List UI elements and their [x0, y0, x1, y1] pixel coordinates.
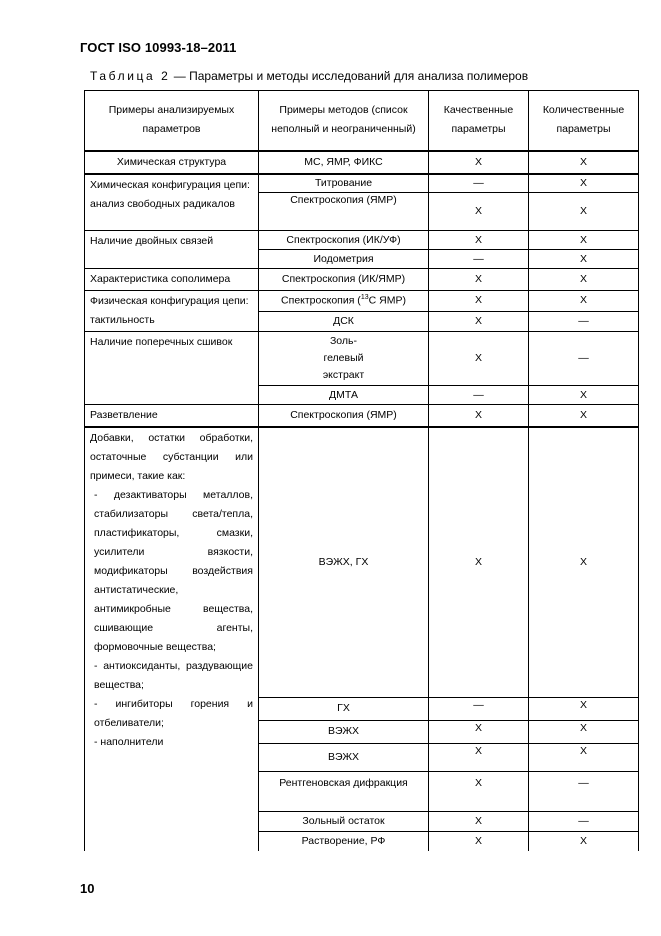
additives-item: - ингибиторы горения и отбеливатели; — [94, 698, 253, 729]
method-cell: ДМТА — [259, 386, 429, 405]
quantitative-cell: X — [529, 697, 639, 720]
table-row — [85, 427, 639, 697]
method-cell: МС, ЯМР, ФИКС — [259, 151, 429, 174]
quantitative-cell: — — [529, 311, 639, 332]
method-cell — [259, 291, 429, 312]
qualitative-cell: X — [429, 332, 529, 386]
additives-parameter-cell — [85, 427, 259, 851]
method-cell: Растворение, РФ — [259, 831, 429, 851]
method-text: Золь-гелевый экстракт — [322, 335, 365, 381]
table-row — [85, 151, 639, 174]
quantitative-cell: X — [529, 720, 639, 743]
column-header-qualitative: Качественные параметры — [429, 91, 529, 151]
additives-intro: Добавки, остатки обработки, остаточные субстанции или примеси, такие как: — [90, 432, 253, 482]
quantitative-cell: X — [529, 291, 639, 312]
qualitative-cell: X — [429, 771, 529, 811]
table-row — [85, 405, 639, 428]
method-cell: Зольный остаток — [259, 811, 429, 831]
quantitative-cell: — — [529, 771, 639, 811]
parameters-table — [84, 90, 639, 851]
method-cell: Спектроскопия (ЯМР) — [259, 405, 429, 428]
qualitative-cell: X — [429, 151, 529, 174]
quantitative-cell: X — [529, 427, 639, 697]
table-row — [85, 332, 639, 386]
parameter-cell: Наличие поперечных сшивок — [85, 332, 259, 405]
quantitative-cell: — — [529, 332, 639, 386]
qualitative-cell: — — [429, 697, 529, 720]
quantitative-cell: X — [529, 743, 639, 771]
qualitative-cell: — — [429, 250, 529, 269]
quantitative-cell: X — [529, 405, 639, 428]
quantitative-cell: X — [529, 151, 639, 174]
method-cell: Иодометрия — [259, 250, 429, 269]
quantitative-cell: X — [529, 193, 639, 231]
additives-item: - антиоксиданты, раздувающие вещества; — [94, 660, 253, 691]
quantitative-cell: X — [529, 250, 639, 269]
qualitative-cell: — — [429, 386, 529, 405]
qualitative-cell: X — [429, 427, 529, 697]
method-cell: ВЭЖХ, ГХ — [259, 427, 429, 697]
qualitative-cell: X — [429, 720, 529, 743]
qualitative-cell: X — [429, 231, 529, 250]
method-cell: ГХ — [259, 697, 429, 720]
column-header-parameters: Примеры анализируемых параметров — [85, 91, 259, 151]
method-suffix: С ЯМР) — [368, 294, 406, 307]
quantitative-cell: X — [529, 231, 639, 250]
method-cell — [259, 332, 429, 386]
parameter-cell: Наличие двойных связей — [85, 231, 259, 269]
parameter-cell: Разветвление — [85, 405, 259, 428]
qualitative-cell: X — [429, 269, 529, 291]
method-cell: Спектроскопия (ИК/УФ) — [259, 231, 429, 250]
quantitative-cell: X — [529, 269, 639, 291]
table-header-row — [85, 91, 639, 151]
additives-item: - наполнители — [94, 736, 164, 748]
parameter-cell: Физическая конфигурация цепи: тактильность — [85, 291, 259, 332]
method-cell: Рентгеновская дифракция — [259, 771, 429, 811]
parameter-cell: Характеристика сополимера — [85, 269, 259, 291]
column-header-methods: Примеры методов (список неполный и неограниченный) — [259, 91, 429, 151]
document-header: ГОСТ ISO 10993-18–2011 — [80, 40, 237, 55]
method-cell: ВЭЖХ — [259, 743, 429, 771]
page-number: 10 — [80, 881, 95, 896]
qualitative-cell: X — [429, 811, 529, 831]
qualitative-cell: X — [429, 193, 529, 231]
qualitative-cell: X — [429, 831, 529, 851]
method-cell: ВЭЖХ — [259, 720, 429, 743]
qualitative-cell: X — [429, 291, 529, 312]
qualitative-cell: X — [429, 405, 529, 428]
parameter-cell: Химическая структура — [85, 151, 259, 174]
method-cell: Титрование — [259, 174, 429, 193]
qualitative-cell: X — [429, 311, 529, 332]
quantitative-cell: X — [529, 831, 639, 851]
method-cell: Спектроскопия (ИК/ЯМР) — [259, 269, 429, 291]
column-header-quantitative: Количественные параметры — [529, 91, 639, 151]
quantitative-cell: X — [529, 174, 639, 193]
table-row — [85, 291, 639, 312]
table-caption — [90, 69, 528, 83]
method-superscript: 13 — [360, 294, 369, 302]
parameter-cell: Химическая конфигурация цепи: анализ свободных радикалов — [85, 174, 259, 231]
qualitative-cell: X — [429, 743, 529, 771]
method-cell: Спектроскопия (ЯМР) — [259, 193, 429, 231]
table-row — [85, 174, 639, 193]
quantitative-cell: X — [529, 386, 639, 405]
table-caption-title: — Параметры и методы исследований для анализа полимеров — [170, 69, 529, 83]
additives-item: - дезактиваторы металлов, стабилизаторы света/тепла, пластификаторы, смазки, усилители вязкости, модификаторы воздействия антистатические, антимикробные вещества, сшивающие агенты, формовочные вещества; — [94, 489, 253, 653]
method-cell: ДСК — [259, 311, 429, 332]
table-row — [85, 231, 639, 250]
table-caption-label: Таблица 2 — [90, 69, 171, 83]
table-row — [85, 269, 639, 291]
qualitative-cell: — — [429, 174, 529, 193]
method-prefix: Спектроскопия ( — [281, 294, 361, 307]
quantitative-cell: — — [529, 811, 639, 831]
